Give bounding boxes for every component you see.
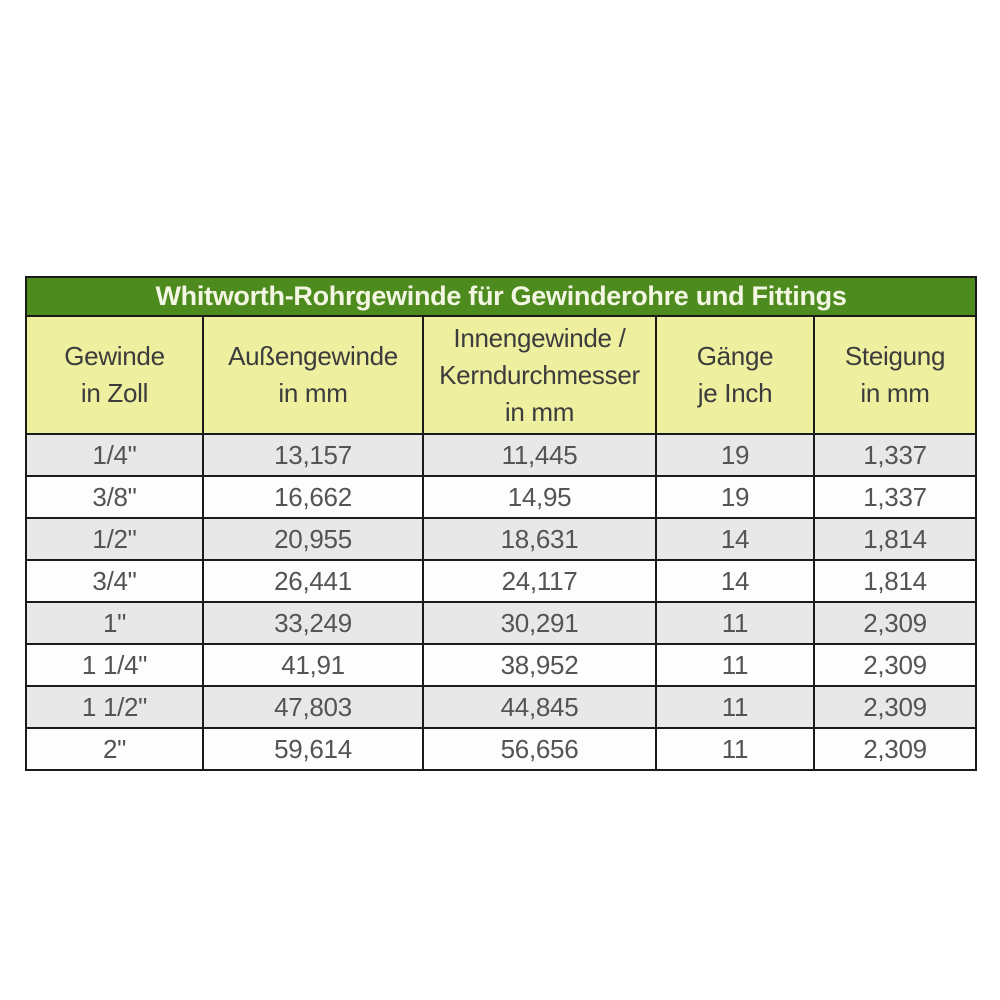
table-row: [26, 644, 976, 686]
table-row: [26, 434, 976, 476]
cell-innengewinde-mm: 56,656: [423, 728, 656, 770]
title-row: [26, 277, 976, 316]
column-header-gewinde-in-zoll: [26, 316, 203, 434]
cell-innengewinde-mm: 18,631: [423, 518, 656, 560]
table-row: [26, 518, 976, 560]
cell-gewinde-zoll: 1/2": [26, 518, 203, 560]
cell-aussengewinde-mm: 13,157: [203, 434, 423, 476]
cell-gaenge-je-inch: 14: [656, 560, 814, 602]
column-header-steigung: [814, 316, 976, 434]
cell-innengewinde-mm: 44,845: [423, 686, 656, 728]
cell-aussengewinde-mm: 59,614: [203, 728, 423, 770]
thread-table: [25, 276, 977, 771]
cell-aussengewinde-mm: 26,441: [203, 560, 423, 602]
cell-gewinde-zoll: 1/4": [26, 434, 203, 476]
header-line: in mm: [278, 378, 348, 408]
column-header-innengewinde: [423, 316, 656, 434]
cell-aussengewinde-mm: 41,91: [203, 644, 423, 686]
cell-gaenge-je-inch: 14: [656, 518, 814, 560]
cell-steigung-mm: 2,309: [814, 644, 976, 686]
header-line: Außengewinde: [228, 341, 398, 371]
cell-steigung-mm: 2,309: [814, 686, 976, 728]
header-line: je Inch: [697, 378, 773, 408]
header-row: [26, 316, 976, 434]
cell-gewinde-zoll: 2": [26, 728, 203, 770]
cell-innengewinde-mm: 38,952: [423, 644, 656, 686]
cell-steigung-mm: 1,814: [814, 560, 976, 602]
cell-gewinde-zoll: 3/8": [26, 476, 203, 518]
table-title: Whitworth-Rohrgewinde für Gewinderohre und Fittings: [26, 277, 976, 316]
header-line: Innengewinde /: [453, 322, 626, 353]
cell-steigung-mm: 1,337: [814, 476, 976, 518]
table-row: [26, 476, 976, 518]
table-row: [26, 686, 976, 728]
table-row: [26, 560, 976, 602]
cell-gaenge-je-inch: 11: [656, 644, 814, 686]
header-line: in mm: [860, 378, 930, 408]
cell-innengewinde-mm: 30,291: [423, 602, 656, 644]
header-line: in mm: [504, 396, 575, 427]
header-line: Steigung: [844, 341, 946, 371]
cell-aussengewinde-mm: 47,803: [203, 686, 423, 728]
cell-aussengewinde-mm: 33,249: [203, 602, 423, 644]
table-row: [26, 602, 976, 644]
table-row: [26, 728, 976, 770]
cell-gaenge-je-inch: 19: [656, 434, 814, 476]
cell-innengewinde-mm: 24,117: [423, 560, 656, 602]
cell-gaenge-je-inch: 11: [656, 686, 814, 728]
cell-gewinde-zoll: 1 1/2": [26, 686, 203, 728]
column-header-aussengewinde: [203, 316, 423, 434]
cell-innengewinde-mm: 11,445: [423, 434, 656, 476]
cell-gaenge-je-inch: 11: [656, 602, 814, 644]
cell-gaenge-je-inch: 11: [656, 728, 814, 770]
cell-gewinde-zoll: 3/4": [26, 560, 203, 602]
column-header-gaenge-je-inch: [656, 316, 814, 434]
cell-aussengewinde-mm: 16,662: [203, 476, 423, 518]
cell-steigung-mm: 1,337: [814, 434, 976, 476]
cell-aussengewinde-mm: 20,955: [203, 518, 423, 560]
cell-innengewinde-mm: 14,95: [423, 476, 656, 518]
cell-gewinde-zoll: 1": [26, 602, 203, 644]
cell-gaenge-je-inch: 19: [656, 476, 814, 518]
cell-gewinde-zoll: 1 1/4": [26, 644, 203, 686]
header-line: Gewinde: [64, 341, 165, 371]
cell-steigung-mm: 2,309: [814, 728, 976, 770]
cell-steigung-mm: 2,309: [814, 602, 976, 644]
header-line: Kerndurchmesser: [439, 359, 640, 390]
header-line: in Zoll: [80, 378, 149, 408]
cell-steigung-mm: 1,814: [814, 518, 976, 560]
header-line: Gänge: [696, 341, 774, 371]
